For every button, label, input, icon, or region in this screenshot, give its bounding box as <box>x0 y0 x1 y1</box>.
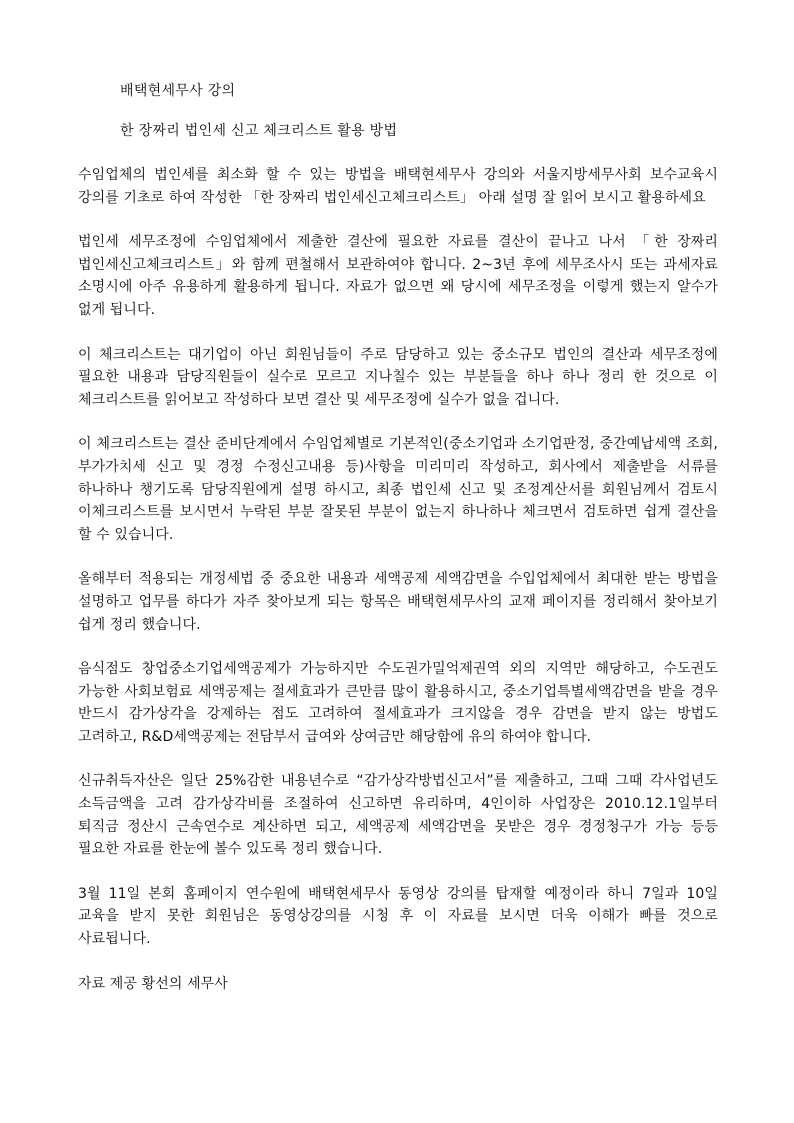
checklist-usage-paragraph: 이 체크리스트는 결산 준비단계에서 수임업체별로 기본적인(중소기업과 소기업판정, 중간예납세액 조회, 부가가치세 신고 및 경정 수정신고내용 등)사항을 미리미리 작성하고, 회사에서 제출받을 서류를 하나하나 챙기도록 담당직원에게 설명 하시고, 최종 법인세 신고 및 조정계산서를 회원님께서 검토시 이체크리스트를 보시면서 누락된 부분 잘못된 부분이 없는지 하나하나 체크면서 검토하면 쉽게 결산을 할 수 있습니다. <box>78 436 718 543</box>
depreciation-paragraph: 신규취득자산은 일단 25%감한 내용년수로 “감가상각방법신고서”를 제출하고, 그때 그때 각사업년도 소득금액을 고려 감가상각비를 조절하여 신고하면 유리하며, 4인이하 사업장은 2010.12.1일부터 퇴직금 정산시 근속연수로 계산하면 되고, 세액공제 세액감면을 못받은 경우 경정청구가 가능 등등 필요한 자료를 한눈에 볼수 있도록 정리 했습니다. <box>78 773 718 858</box>
tax-credit-paragraph: 음식점도 창업중소기업세액공제가 가능하지만 수도권가밀억제권역 외의 지역만 해당하고, 수도권도 가능한 사회보험료 세액공제는 절세효과가 큰만큼 많이 활용하시고, 중소기업특별세액감면을 받을 경우 반드시 감가상각을 강제하는 점도 고려하여 절세효과가 크지않을 경우 감면을 받지 않는 방법도 고려하고, R&D세액공제는 전담부서 급여와 상여금만 해당함에 유의 하여야 합니다. <box>78 661 718 745</box>
intro-paragraph: 수임업체의 법인세를 최소화 할 수 있는 방법을 배택현세무사 강의와 서울지방세무사회 보수교육시 강의를 기초로 하여 작성한 「한 장짜리 법인세신고체크리스트」 아래 설명 잘 읽어 보시고 활용하세요 <box>78 167 718 206</box>
tax-revision-paragraph: 올해부터 적용되는 개정세법 중 중요한 내용과 세액공제 세액감면을 수입업체에서 최대한 받는 방법을 설명하고 업무를 하다가 자주 찾아보게 되는 항목은 배택현세무사의 교재 페이지를 정리해서 찾아보기 쉽게 정리 했습니다. <box>78 571 718 633</box>
document-page <box>78 80 718 995</box>
source-credit: 자료 제공 황선의 세무사 <box>78 975 228 992</box>
checklist-purpose-paragraph: 이 체크리스트는 대기업이 아닌 회원님들이 주로 담당하고 있는 중소규모 법인의 결산과 세무조정에 필요한 내용과 담당직원들이 실수로 모르고 지나칠수 있는 부분들을 하나 하나 정리 한 것으로 이 체크리스트를 읽어보고 작성하다 보면 결산 및 세무조정에 실수가 없을 겁니다. <box>78 346 718 408</box>
document-title: 배택현세무사 강의 <box>120 83 236 99</box>
video-lecture-paragraph: 3월 11일 본회 홈페이지 연수원에 배택현세무사 동영상 강의를 탑재할 예정이라 하니 7일과 10일 교육을 받지 못한 회원님은 동영상강의를 시청 후 이 자료를 보시면 더욱 이해가 빠를 것으로 사료됩니다. <box>78 885 718 948</box>
filing-paragraph: 법인세 세무조정에 수임업체에서 제출한 결산에 필요한 자료를 결산이 끝나고 나서 「한 장짜리 법인세신고체크리스트」와 함께 편철해서 보관하여야 합니다. 2~3년 후에 세무조사시 또는 과세자료 소명시에 아주 유용하게 활용하게 됩니다. 자료가 없으면 왜 당시에 세무조정을 이렇게 했는지 알수가 없게 됩니다. <box>78 234 718 318</box>
document-subtitle: 한 장짜리 법인세 신고 체크리스트 활용 방법 <box>120 123 398 139</box>
